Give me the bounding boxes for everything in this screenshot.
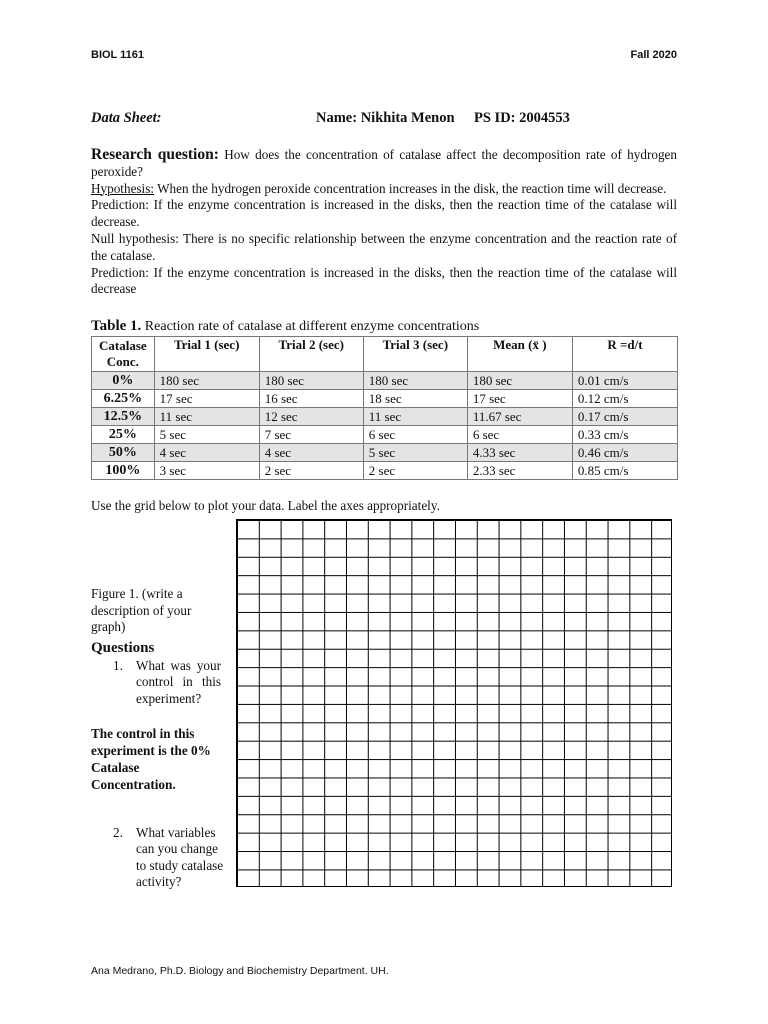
- col-header: Trial 3 (sec): [363, 337, 467, 372]
- table-cell: 180 sec: [467, 372, 572, 390]
- question-1-text: What was your control in this experiment?: [136, 658, 221, 706]
- table-cell: 4 sec: [154, 444, 259, 462]
- table-cell: 6 sec: [363, 426, 467, 444]
- question-2-text: What variables can you change to study catalase activity?: [136, 825, 224, 890]
- table-cell: 18 sec: [363, 390, 467, 408]
- table-header-row: [92, 337, 678, 372]
- row-concentration: 50%: [92, 444, 155, 462]
- table-cell: 17 sec: [154, 390, 259, 408]
- answer-1: The control in this experiment is the 0% Catalase Concentration.: [91, 726, 211, 792]
- table-cell: 0.12 cm/s: [572, 390, 677, 408]
- table-cell: 180 sec: [154, 372, 259, 390]
- table-row: [92, 408, 678, 426]
- data-table: [91, 336, 678, 480]
- table-cell: 4 sec: [259, 444, 363, 462]
- research-question: [91, 147, 677, 181]
- student-name: Name: Nikhita Menon: [316, 110, 455, 126]
- table-cell: 0.85 cm/s: [572, 462, 677, 480]
- row-concentration: 6.25%: [92, 390, 155, 408]
- row-concentration: 100%: [92, 462, 155, 480]
- table-row: [92, 444, 678, 462]
- plot-grid: [236, 519, 672, 887]
- hypothesis-text: When the hydrogen peroxide concentration increases in the disk, the reaction time will decrease.: [157, 180, 667, 196]
- questions-title: Questions: [91, 640, 155, 656]
- question-2-number: 2.: [113, 825, 123, 840]
- table-cell: 0.46 cm/s: [572, 444, 677, 462]
- table-cell: 5 sec: [154, 426, 259, 444]
- table-cell: 180 sec: [259, 372, 363, 390]
- col-header: Catalase Conc.: [92, 337, 155, 372]
- table-caption-label: Table 1.: [91, 318, 142, 334]
- ps-id: PS ID: 2004553: [474, 110, 570, 126]
- table-caption: [91, 318, 479, 335]
- table-cell: 11 sec: [154, 408, 259, 426]
- figure-caption: Figure 1. (write a description of your graph): [91, 586, 192, 635]
- table-cell: 16 sec: [259, 390, 363, 408]
- col-header: R =d/t: [572, 337, 677, 372]
- table-cell: 12 sec: [259, 408, 363, 426]
- intro-section: [91, 147, 677, 298]
- table-row: [92, 426, 678, 444]
- table-cell: 2 sec: [363, 462, 467, 480]
- table-cell: 0.33 cm/s: [572, 426, 677, 444]
- term: Fall 2020: [630, 49, 677, 61]
- table-cell: 11 sec: [363, 408, 467, 426]
- table-cell: 2.33 sec: [467, 462, 572, 480]
- null-hypothesis: Null hypothesis: There is no specific relationship between the enzyme concentration and the reaction rate of the catalase.: [91, 230, 677, 263]
- prediction-1: Prediction: If the enzyme concentration is increased in the disks, then the reaction time of the catalase will decrease.: [91, 197, 677, 230]
- hypothesis-label: Hypothesis:: [91, 180, 155, 196]
- table-cell: 2 sec: [259, 462, 363, 480]
- grid-instruction: Use the grid below to plot your data. Label the axes appropriately.: [91, 498, 440, 513]
- table-cell: 3 sec: [154, 462, 259, 480]
- data-sheet-label: Data Sheet:: [91, 110, 162, 126]
- hypothesis: [91, 181, 677, 198]
- row-concentration: 12.5%: [92, 408, 155, 426]
- footer: Ana Medrano, Ph.D. Biology and Biochemistry Department. UH.: [91, 965, 389, 977]
- prediction-2: Prediction: If the enzyme concentration is increased in the disks, then the reaction time of the catalase will decrease: [91, 264, 677, 297]
- col-header: Trial 1 (sec): [154, 337, 259, 372]
- table-cell: 5 sec: [363, 444, 467, 462]
- row-concentration: 0%: [92, 372, 155, 390]
- table-cell: 6 sec: [467, 426, 572, 444]
- table-row: [92, 372, 678, 390]
- question-1-number: 1.: [113, 658, 123, 673]
- research-text: How does the concentration of catalase affect the decomposition rate of hydrogen peroxide?: [91, 147, 677, 179]
- table-row: [92, 390, 678, 408]
- col-header: Mean (x̄ ): [467, 337, 572, 372]
- row-concentration: 25%: [92, 426, 155, 444]
- course-code: BIOL 1161: [91, 49, 144, 61]
- table-cell: 0.01 cm/s: [572, 372, 677, 390]
- table-cell: 17 sec: [467, 390, 572, 408]
- table-cell: 7 sec: [259, 426, 363, 444]
- table-cell: 0.17 cm/s: [572, 408, 677, 426]
- table-cell: 11.67 sec: [467, 408, 572, 426]
- col-header: Trial 2 (sec): [259, 337, 363, 372]
- table-cell: 180 sec: [363, 372, 467, 390]
- table-cell: 4.33 sec: [467, 444, 572, 462]
- table-row: [92, 462, 678, 480]
- table-caption-text: Reaction rate of catalase at different enzyme concentrations: [144, 319, 480, 334]
- research-label: Research question:: [91, 146, 219, 163]
